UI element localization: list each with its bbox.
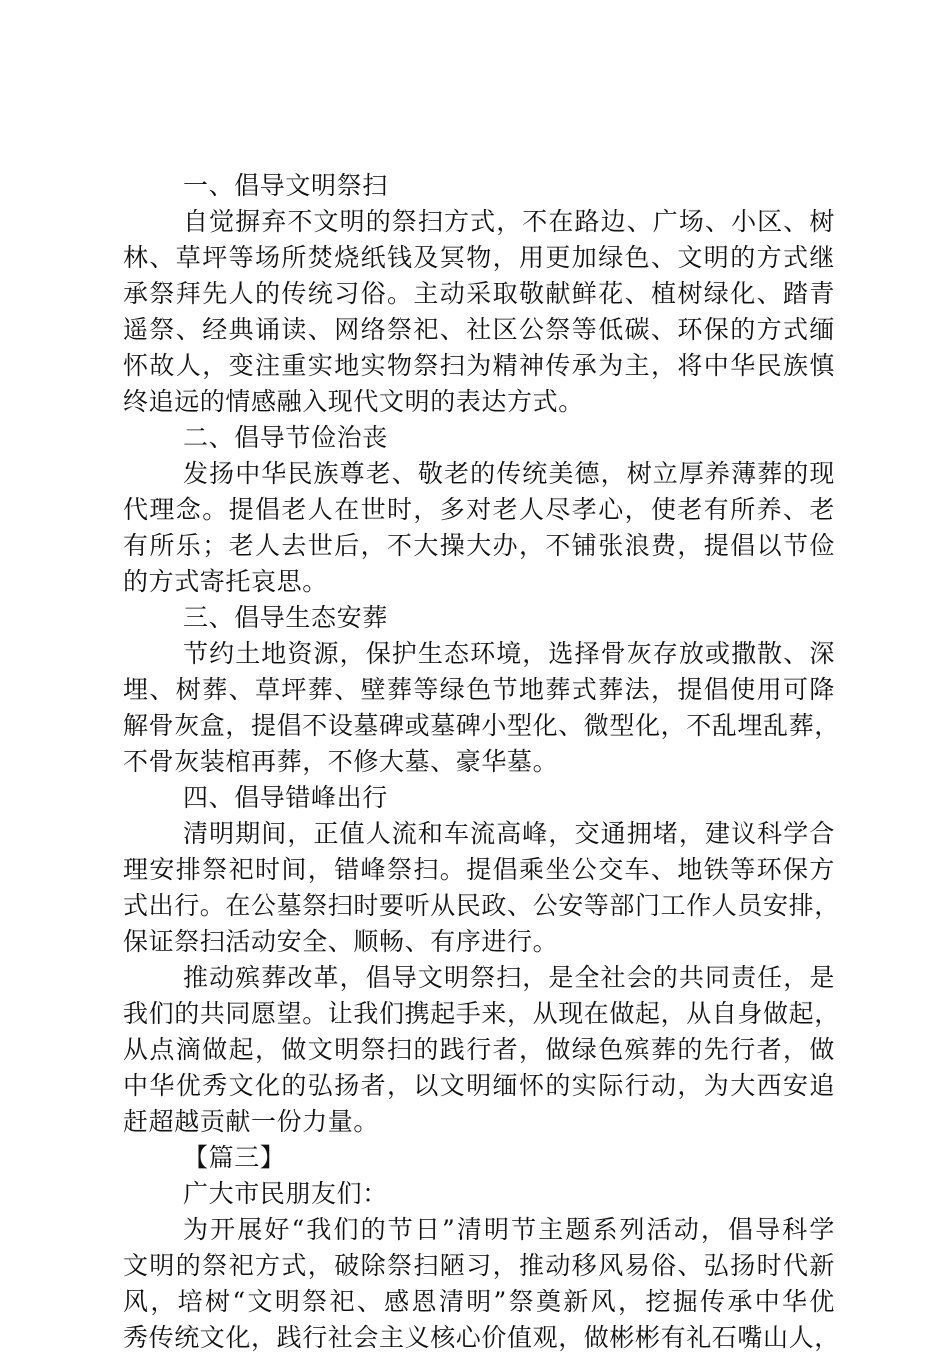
document-line: 秀传统文化，践行社会主义核心价值观，做彬彬有礼石嘴山人， [123,1323,840,1352]
document-line: 赶超越贡献一份力量。 [123,1107,380,1136]
document-line: 风，培树“文明祭祀、感恩清明”祭奠新风，挖掘传承中华优 [123,1287,835,1316]
document-line: 为开展好“我们的节日”清明节主题系列活动，倡导科学 [183,1215,835,1244]
document-line: 我们的共同愿望。让我们携起手来，从现在做起，从自身做起， [123,999,840,1028]
document-line: 四、倡导错峰出行 [183,783,388,812]
document-line: 遥祭、经典诵读、网络祭祀、社区公祭等低碳、环保的方式缅 [123,315,835,344]
document-line: 一、倡导文明祭扫 [183,171,388,200]
document-line: 自觉摒弃不文明的祭扫方式，不在路边、广场、小区、树 [183,207,835,236]
document-line: 中华优秀文化的弘扬者，以文明缅怀的实际行动，为大西安追 [123,1071,835,1100]
document-line: 文明的祭祀方式，破除祭扫陋习，推动移风易俗、弘扬时代新 [123,1251,835,1280]
document-line: 发扬中华民族尊老、敬老的传统美德，树立厚养薄葬的现 [183,459,835,488]
document-line: 解骨灰盒，提倡不设墓碑或墓碑小型化、微型化，不乱埋乱葬， [123,711,840,740]
document-line: 终追远的情感融入现代文明的表达方式。 [123,387,584,416]
document-line: 保证祭扫活动安全、顺畅、有序进行。 [123,927,559,956]
document-line: 清明期间，正值人流和车流高峰，交通拥堵，建议科学合 [183,819,835,848]
document-line: 的方式寄托哀思。 [123,567,328,596]
document-line: 广大市民朋友们： [183,1179,388,1208]
document-line: 承祭拜先人的传统习俗。主动采取敬献鲜花、植树绿化、踏青 [123,279,835,308]
document-line: 不骨灰装棺再葬，不修大墓、豪华墓。 [123,747,559,776]
document-page [123,168,840,1356]
document-line: 林、草坪等场所焚烧纸钱及冥物，用更加绿色、文明的方式继 [123,243,835,272]
document-line: 代理念。提倡老人在世时，多对老人尽孝心，使老有所养、老 [123,495,835,524]
document-line: 式出行。在公墓祭扫时要听从民政、公安等部门工作人员安排， [123,891,840,920]
document-line: 理安排祭祀时间，错峰祭扫。提倡乘坐公交车、地铁等环保方 [123,855,835,884]
document-line: 怀故人，变注重实地实物祭扫为精神传承为主，将中华民族慎 [123,351,835,380]
document-line: 埋、树葬、草坪葬、壁葬等绿色节地葬式葬法，提倡使用可降 [123,675,835,704]
document-line: 从点滴做起，做文明祭扫的践行者，做绿色殡葬的先行者，做 [123,1035,835,1064]
document-line: 节约土地资源，保护生态环境，选择骨灰存放或撒散、深 [183,639,835,668]
document-line: 【篇三】 [183,1143,286,1172]
document-line: 三、倡导生态安葬 [183,603,388,632]
document-line: 二、倡导节俭治丧 [183,423,388,452]
document-line: 有所乐；老人去世后，不大操大办，不铺张浪费，提倡以节俭 [123,531,835,560]
document-line: 推动殡葬改革，倡导文明祭扫，是全社会的共同责任，是 [183,963,835,992]
